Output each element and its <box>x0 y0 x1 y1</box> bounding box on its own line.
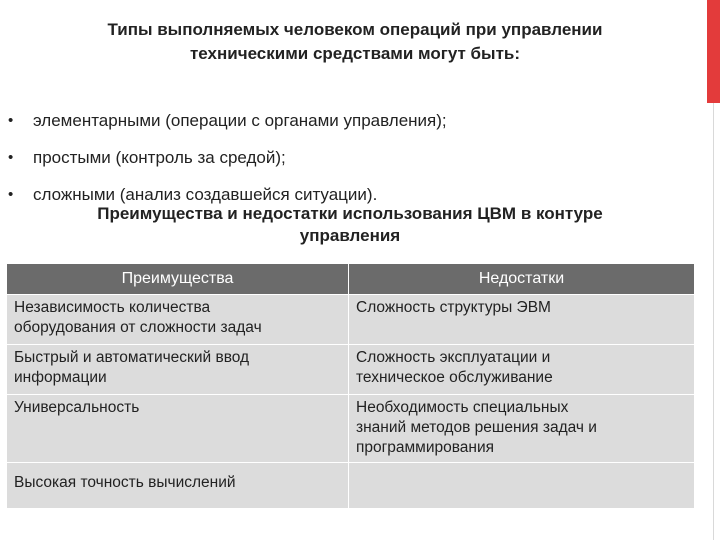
list-item <box>8 102 688 139</box>
advantage-cell <box>7 345 349 395</box>
cell-line: Сложность структуры ЭВМ <box>356 299 551 316</box>
header-disadvantages: Недостатки <box>349 264 695 295</box>
section-subtitle-line-1: Преимущества и недостатки использования ЦВМ в контуре <box>97 204 603 223</box>
cell-line: Высокая точность вычислений <box>14 474 236 491</box>
disadvantage-cell <box>349 295 695 345</box>
bullet-icon: • <box>8 186 14 203</box>
section-subtitle <box>30 203 670 247</box>
cell-line: техническое обслуживание <box>356 369 553 386</box>
disadvantage-cell <box>349 395 695 463</box>
comparison-table <box>6 263 695 509</box>
list-item-text: элементарными (операции с органами управления); <box>33 111 447 130</box>
operation-types-list <box>8 102 688 213</box>
disadvantage-cell-empty <box>349 463 695 509</box>
table-header-row <box>7 264 695 295</box>
list-item-text: сложными (анализ создавшейся ситуации). <box>33 185 378 204</box>
cell-line: знаний методов решения задач и <box>356 419 597 436</box>
slide-title-line-1: Типы выполняемых человеком операций при управлении <box>107 20 603 39</box>
table-row <box>7 395 695 463</box>
table-row <box>7 345 695 395</box>
slide-title-line-2: техническими средствами могут быть: <box>189 44 521 63</box>
advantage-cell <box>7 295 349 345</box>
list-item <box>8 139 688 176</box>
table-row <box>7 295 695 345</box>
cell-line: оборудования от сложности задач <box>14 319 262 336</box>
bullet-icon: • <box>8 149 14 166</box>
slide-title <box>40 18 670 66</box>
header-advantages: Преимущества <box>7 264 349 295</box>
cell-line: Универсальность <box>14 399 140 416</box>
accent-bar <box>707 0 720 103</box>
list-item-text: простыми (контроль за средой); <box>33 148 286 167</box>
cell-line: Сложность эксплуатации и <box>356 349 551 366</box>
cell-line: информации <box>14 369 107 386</box>
section-subtitle-line-2: управления <box>299 226 401 245</box>
cell-line: Независимость количества <box>14 299 211 316</box>
disadvantage-cell <box>349 345 695 395</box>
advantage-cell <box>7 395 349 463</box>
cell-line: Быстрый и автоматический ввод <box>14 349 250 366</box>
bullet-icon: • <box>8 112 14 129</box>
cell-line: Необходимость специальных <box>356 399 569 416</box>
advantage-cell <box>7 463 349 509</box>
cell-line: программирования <box>356 439 495 456</box>
side-divider-line <box>713 103 714 540</box>
table-row <box>7 463 695 509</box>
